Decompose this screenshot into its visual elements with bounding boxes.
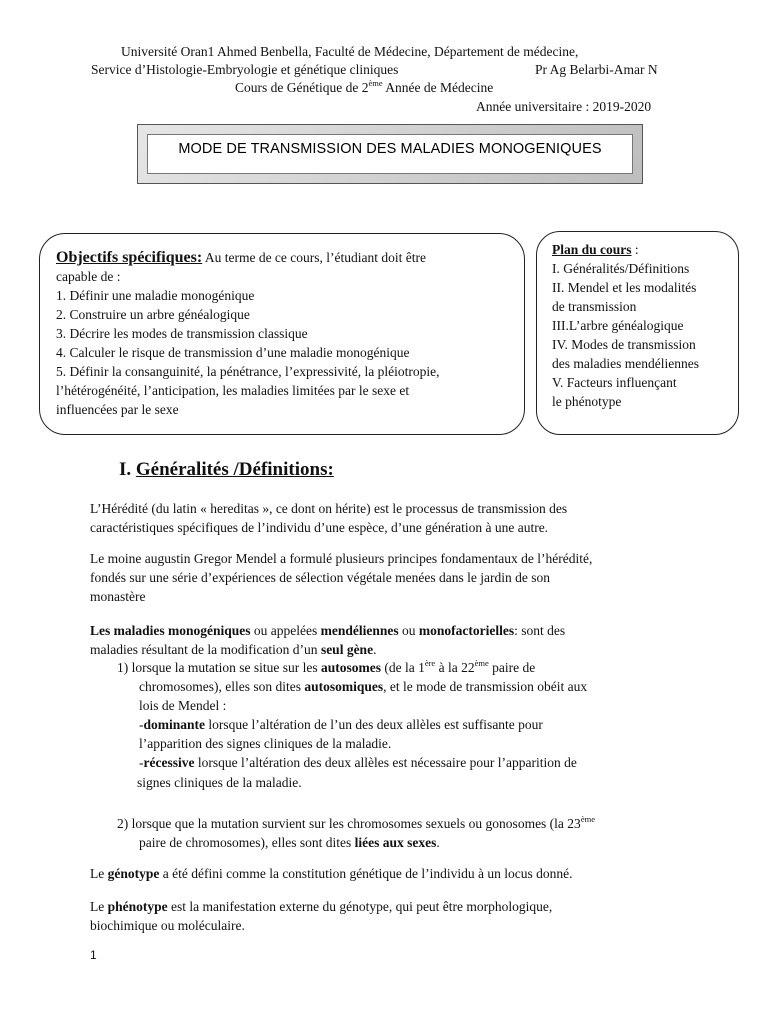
autosome-item-cont: [139, 677, 739, 772]
plan-item: IV. Modes de transmission: [552, 337, 696, 352]
page-number: 1: [90, 948, 97, 962]
section-title-text: Généralités /Définitions:: [135, 459, 334, 480]
item-line: l’apparition des signes cliniques de la maladie.: [139, 736, 392, 751]
text-run: paire de chromosomes), elles sont dites: [139, 835, 355, 850]
text-run: Le: [90, 866, 108, 881]
paragraph-line: L’Hérédité (du latin « hereditas », ce dont on hérite) est le processus de transmission des: [90, 501, 568, 516]
superscript: ème: [580, 813, 595, 824]
header-course: [235, 78, 493, 97]
plan-item: I. Généralités/Définitions: [552, 261, 690, 276]
section-heading: [119, 460, 334, 479]
course-text-end: Année de Médecine: [382, 80, 494, 95]
bold-term: dominante: [143, 717, 206, 732]
objective-item: influencées par le sexe: [56, 402, 179, 417]
text-run: -: [139, 717, 144, 732]
text-run: à la 22: [435, 660, 475, 675]
course-sup: ème: [368, 77, 383, 88]
mendel-paragraph: [90, 549, 690, 606]
item-line: [139, 833, 739, 852]
title-inner: [147, 134, 633, 174]
item-line: lois de Mendel :: [139, 698, 227, 713]
objective-item: 5. Définir la consanguinité, la pénétrance, l’expressivité, la pléiotropie,: [56, 364, 440, 379]
plan-item: V. Facteurs influençant: [552, 375, 677, 390]
plan-item: des maladies mendéliennes: [552, 356, 699, 371]
genotype-paragraph: [90, 864, 690, 883]
text-run: chromosomes), elles son dites: [139, 679, 305, 694]
autosome-item: [117, 658, 717, 677]
item-line: [117, 814, 717, 833]
objectives-intro: Au terme de ce cours, l’étudiant doit être: [202, 250, 426, 265]
text-run: (de la 1: [380, 660, 425, 675]
bold-term: liées aux sexes: [354, 835, 437, 850]
plan-item: le phénotype: [552, 394, 622, 409]
text-run: 1) lorsque la mutation se situe sur les: [117, 660, 321, 675]
header-service: Service d’Histologie-Embryologie et génétique cliniques: [91, 62, 399, 77]
bold-term: récessive: [143, 755, 195, 770]
text-run: a été défini comme la constitution génétique de l’individu à un locus donné.: [159, 866, 573, 881]
item-line: [139, 715, 739, 734]
section-number: I.: [119, 459, 136, 480]
recessive-cont: [137, 773, 737, 792]
course-text: Cours de Génétique de 2: [235, 80, 369, 95]
text-run: est la manifestation externe du génotype, qui peut être morphologique,: [167, 899, 553, 914]
text-run: .: [436, 835, 440, 850]
plan-item: de transmission: [552, 299, 637, 314]
text-run: 2) lorsque que la mutation survient sur les chromosomes sexuels ou gonosomes (la 23: [117, 816, 581, 831]
plan-content: [552, 240, 732, 411]
plan-heading-suffix: :: [631, 242, 639, 257]
paragraph-line: [90, 640, 690, 659]
objectives-intro-2: capable de :: [56, 269, 121, 284]
paragraph-line: [90, 621, 690, 640]
document-title: MODE DE TRANSMISSION DES MALADIES MONOGENIQUES: [178, 140, 602, 157]
text-run: maladies résultant de la modification d’un: [90, 642, 321, 657]
objective-item: 1. Définir une maladie monogénique: [56, 288, 255, 303]
phenotype-paragraph: [90, 897, 690, 935]
header-academic-year: Année universitaire : 2019-2020: [476, 99, 652, 114]
plan-heading: Plan du cours: [552, 242, 632, 257]
bold-term: Les maladies monogéniques: [90, 623, 251, 638]
text-run: Le: [90, 899, 108, 914]
header-professor: Pr Ag Belarbi-Amar N: [535, 62, 658, 77]
plan-item: II. Mendel et les modalités: [552, 280, 697, 295]
objective-item: 3. Décrire les modes de transmission classique: [56, 326, 308, 341]
text-run: lorsque l’altération des deux allèles est nécessaire pour l’apparition de: [194, 755, 577, 770]
text-run: ou: [398, 623, 419, 638]
plan-item: III.L’arbre généalogique: [552, 318, 684, 333]
paragraph-line: Le moine augustin Gregor Mendel a formulé plusieurs principes fondamentaux de l’hérédité,: [90, 551, 593, 566]
paragraph-line: monastère: [90, 589, 146, 604]
monogenic-paragraph: [90, 621, 690, 659]
text-run: lorsque l’altération de l’un des deux allèles est suffisante pour: [205, 717, 543, 732]
gonosome-item: [117, 814, 717, 833]
item-line: signes cliniques de la maladie.: [137, 775, 302, 790]
text-run: , et le mode de transmission obéit aux: [383, 679, 588, 694]
objective-item: 4. Calculer le risque de transmission d’une maladie monogénique: [56, 345, 410, 360]
paragraph-line: [90, 864, 690, 883]
text-run: -: [139, 755, 144, 770]
header-institution: Université Oran1 Ahmed Benbella, Faculté de Médecine, Département de médecine,: [121, 44, 579, 59]
superscript: ème: [474, 657, 489, 668]
text-run: paire de: [488, 660, 536, 675]
bold-term: autosomes: [320, 660, 381, 675]
title-frame: [137, 124, 643, 184]
item-line: [117, 658, 717, 677]
paragraph-line: [90, 897, 690, 916]
bold-term: autosomiques: [304, 679, 384, 694]
text-run: : sont des: [514, 623, 566, 638]
item-line: [139, 753, 739, 772]
paragraph-line: fondés sur une série d’expériences de sélection végétale menées dans le jardin de son: [90, 570, 550, 585]
objectives-content: [56, 248, 516, 419]
paragraph-line: biochimique ou moléculaire.: [90, 918, 245, 933]
superscript: ère: [424, 657, 436, 668]
text-run: ou appelées: [250, 623, 321, 638]
gonosome-item-cont: [139, 833, 739, 852]
objective-item: 2. Construire un arbre généalogique: [56, 307, 250, 322]
bold-term: génotype: [107, 866, 160, 881]
bold-term: phénotype: [107, 899, 168, 914]
heredity-paragraph: [90, 499, 690, 537]
plan-heading-line: [552, 240, 732, 259]
item-line: [139, 677, 739, 696]
objective-item: l’hétérogénéité, l’anticipation, les maladies limitées par le sexe et: [56, 383, 410, 398]
bold-term: seul gène: [320, 642, 374, 657]
text-run: .: [373, 642, 377, 657]
paragraph-line: caractéristiques spécifiques de l’individu d’une espèce, d’une génération à une autre.: [90, 520, 549, 535]
objectives-heading: Objectifs spécifiques:: [56, 249, 203, 266]
bold-term: monofactorielles: [418, 623, 515, 638]
objectives-first-line: [56, 248, 516, 267]
bold-term: mendéliennes: [320, 623, 399, 638]
